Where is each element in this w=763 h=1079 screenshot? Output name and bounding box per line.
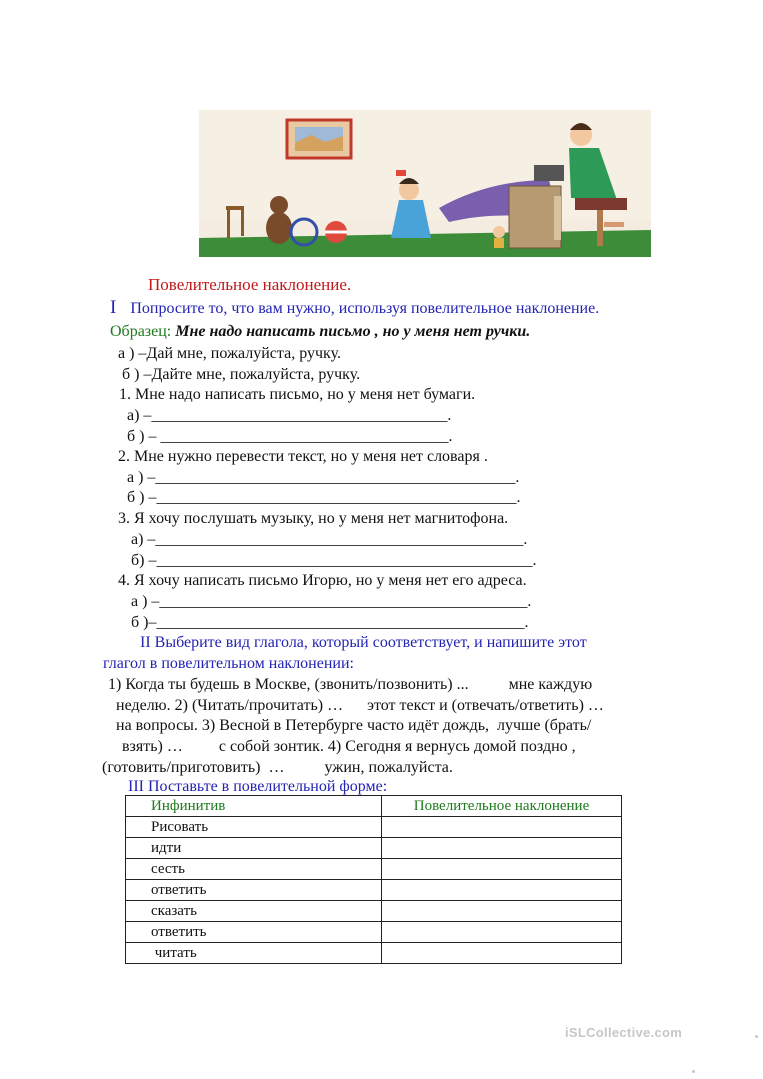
dot-mark — [692, 1070, 695, 1073]
sample-text: Мне надо написать письмо , но у меня нет ручки. — [175, 323, 531, 340]
table-header-row — [126, 796, 622, 817]
exercise-text-line-4: взять) … с собой зонтик. 4) Сегодня я вернусь домой поздно , — [122, 738, 576, 755]
table-row — [126, 943, 622, 964]
section-1-numeral: I — [110, 297, 117, 318]
answer-cell[interactable] — [382, 817, 622, 838]
verbs-table — [125, 795, 622, 964]
section-1-heading — [110, 298, 599, 318]
section-3-heading: III Поставьте в повелительной форме: — [128, 778, 388, 795]
table-row — [126, 922, 622, 943]
watermark: iSLCollective.com — [565, 1025, 683, 1040]
table-row — [126, 817, 622, 838]
section-2-line-1: II Выберите вид глагола, который соответствует, и напишите этот — [140, 634, 587, 651]
table-row — [126, 901, 622, 922]
answer-2a: а ) –_____________________________________________. — [127, 469, 520, 486]
answer-cell[interactable] — [382, 901, 622, 922]
answer-1a: а) –_____________________________________. — [127, 407, 452, 424]
exercise-text-line-1: 1) Когда ты будешь в Москве, (звонить/позвонить) ... мне каждую — [108, 676, 593, 693]
example-a: а ) –Дай мне, пожалуйста, ручку. — [118, 345, 341, 362]
infinitive-cell: ответить — [126, 922, 382, 943]
question-1: 1. Мне надо написать письмо, но у меня нет бумаги. — [119, 386, 476, 403]
example-b: б ) –Дайте мне, пожалуйста, ручку. — [122, 366, 361, 383]
answer-cell[interactable] — [382, 838, 622, 859]
answer-cell[interactable] — [382, 880, 622, 901]
sample-line — [110, 322, 530, 341]
answer-3a: а) –______________________________________________. — [131, 531, 528, 548]
section-1-instruction: Попросите то, что вам нужно, используя повелительное наклонение. — [130, 300, 600, 317]
infinitive-cell: ответить — [126, 880, 382, 901]
sample-label: Образец: — [110, 323, 172, 340]
dot-mark — [755, 1035, 758, 1038]
answer-cell[interactable] — [382, 943, 622, 964]
section-2-line-2: глагол в повелительном наклонении: — [103, 655, 354, 672]
exercise-text-line-5: (готовить/приготовить) … ужин, пожалуйста. — [102, 759, 453, 776]
question-4: 4. Я хочу написать письмо Игорю, но у меня нет его адреса. — [118, 572, 527, 589]
answer-1b: б ) – ____________________________________. — [127, 428, 453, 445]
question-3: 3. Я хочу послушать музыку, но у меня нет магнитофона. — [118, 510, 509, 527]
answer-cell[interactable] — [382, 922, 622, 943]
header-infinitive: Инфинитив — [126, 796, 382, 817]
answer-2b: б ) –_____________________________________________. — [127, 489, 521, 506]
illustration-image — [199, 110, 651, 257]
page-title: Повелительное наклонение. — [148, 275, 352, 294]
infinitive-cell: Рисовать — [126, 817, 382, 838]
exercise-text-line-2: неделю. 2) (Читать/прочитать) … этот текст и (отвечать/ответить) … — [116, 697, 604, 714]
answer-3b: б) –_______________________________________________. — [131, 552, 537, 569]
exercise-text-line-3: на вопросы. 3) Весной в Петербурге часто идёт дождь, лучше (брать/ — [116, 717, 592, 734]
infinitive-cell: читать — [126, 943, 382, 964]
table-row — [126, 838, 622, 859]
infinitive-cell: идти — [126, 838, 382, 859]
table-row — [126, 859, 622, 880]
answer-4b: б )–______________________________________________. — [131, 614, 529, 631]
infinitive-cell: сесть — [126, 859, 382, 880]
answer-4a: а ) –______________________________________________. — [131, 593, 532, 610]
question-2: 2. Мне нужно перевести текст, но у меня нет словаря . — [118, 448, 488, 465]
header-imperative: Повелительное наклонение — [382, 796, 622, 817]
table-row — [126, 880, 622, 901]
infinitive-cell: сказать — [126, 901, 382, 922]
answer-cell[interactable] — [382, 859, 622, 880]
